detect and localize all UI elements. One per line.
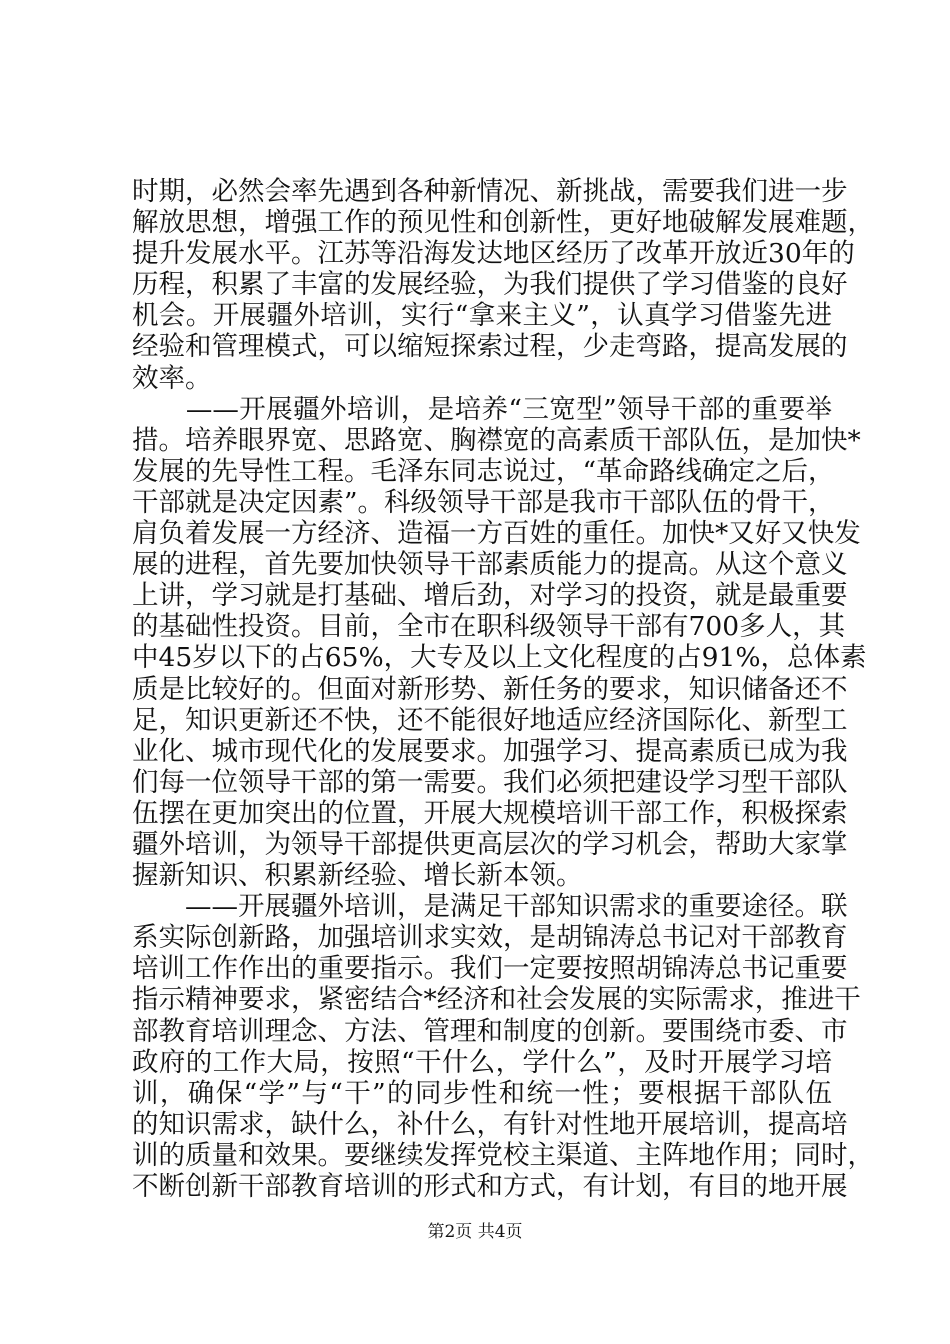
text-line: 干部就是决定因素”。科级领导干部是我市干部队伍的骨干， — [132, 486, 835, 518]
text-line: 伍摆在更加突出的位置，开展大规模培训干部工作，积极探索 — [132, 797, 848, 829]
text-line: 不断创新干部教育培训的形式和方式，有计划，有目的地开展 — [132, 1171, 848, 1202]
text-line: 训，确保“学”与“干”的同步性和统一性；要根据干部队伍 — [132, 1077, 832, 1109]
text-line: 展的进程，首先要加快领导干部素质能力的提高。从这个意义 — [132, 549, 848, 581]
text-line: 政府的工作大局，按照“干什么，学什么”，及时开展学习培 — [132, 1046, 832, 1078]
text-line: ——开展疆外培训，是培养“三宽型”领导干部的重要举 — [132, 393, 832, 425]
text-line: 机会。开展疆外培训，实行“拿来主义”，认真学习借鉴先进 — [132, 300, 832, 332]
text-line: 提升发展水平。江苏等沿海发达地区经历了改革开放近30年的 — [132, 238, 855, 270]
text-line: 上讲，学习就是打基础、增后劲，对学习的投资，就是最重要 — [132, 580, 848, 612]
text-line: 握新知识、积累新经验、增长新本领。 — [132, 860, 583, 892]
paragraph — [132, 176, 874, 394]
text-line: 指示精神要求，紧密结合*经济和社会发展的实际需求，推进干 — [132, 984, 861, 1016]
text-line: 足，知识更新还不快，还不能很好地适应经济国际化、新型工 — [132, 704, 848, 736]
text-line: 业化、城市现代化的发展要求。加强学习、提高素质已成为我 — [132, 735, 848, 767]
text-line: 解放思想，增强工作的预见性和创新性，更好地破解发展难题， — [132, 207, 874, 239]
document-body — [132, 176, 874, 1202]
text-line: 培训工作作出的重要指示。我们一定要按照胡锦涛总书记重要 — [132, 953, 848, 985]
text-line: 疆外培训，为领导干部提供更高层次的学习机会，帮助大家掌 — [132, 828, 848, 860]
text-line: 效率。 — [132, 362, 212, 394]
text-line: 系实际创新路，加强培训求实效，是胡锦涛总书记对干部教育 — [132, 922, 848, 954]
text-line: 的知识需求，缺什么，补什么，有针对性地开展培训，提高培 — [132, 1108, 848, 1140]
paragraph — [132, 393, 867, 892]
text-line: 训的质量和效果。要继续发挥党校主渠道、主阵地作用；同时， — [132, 1139, 874, 1171]
paragraph — [132, 891, 874, 1202]
text-line: 肩负着发展一方经济、造福一方百姓的重任。加快*又好又快发 — [132, 518, 861, 550]
text-line: 们每一位领导干部的第一需要。我们必须把建设学习型干部队 — [132, 766, 848, 798]
text-line: 时期，必然会率先遇到各种新情况、新挑战，需要我们进一步 — [132, 176, 848, 207]
text-line: ——开展疆外培训，是满足干部知识需求的重要途径。联 — [132, 891, 848, 923]
text-line: 的基础性投资。目前，全市在职科级领导干部有700多人，其 — [132, 611, 846, 643]
text-line: 历程，积累了丰富的发展经验，为我们提供了学习借鉴的良好 — [132, 269, 848, 301]
text-line: 发展的先导性工程。毛泽东同志说过，“革命路线确定之后， — [132, 455, 835, 487]
text-line: 中45岁以下的占65%，大专及以上文化程度的占91%，总体素 — [132, 642, 867, 674]
text-line: 质是比较好的。但面对新形势、新任务的要求，知识储备还不 — [132, 673, 848, 705]
text-line: 措。培养眼界宽、思路宽、胸襟宽的高素质干部队伍，是加快* — [132, 424, 861, 456]
text-line: 经验和管理模式，可以缩短探索过程，少走弯路，提高发展的 — [132, 331, 848, 363]
text-line: 部教育培训理念、方法、管理和制度的创新。要围绕市委、市 — [132, 1015, 848, 1047]
page-footer: 第2页 共4页 — [427, 1222, 523, 1242]
